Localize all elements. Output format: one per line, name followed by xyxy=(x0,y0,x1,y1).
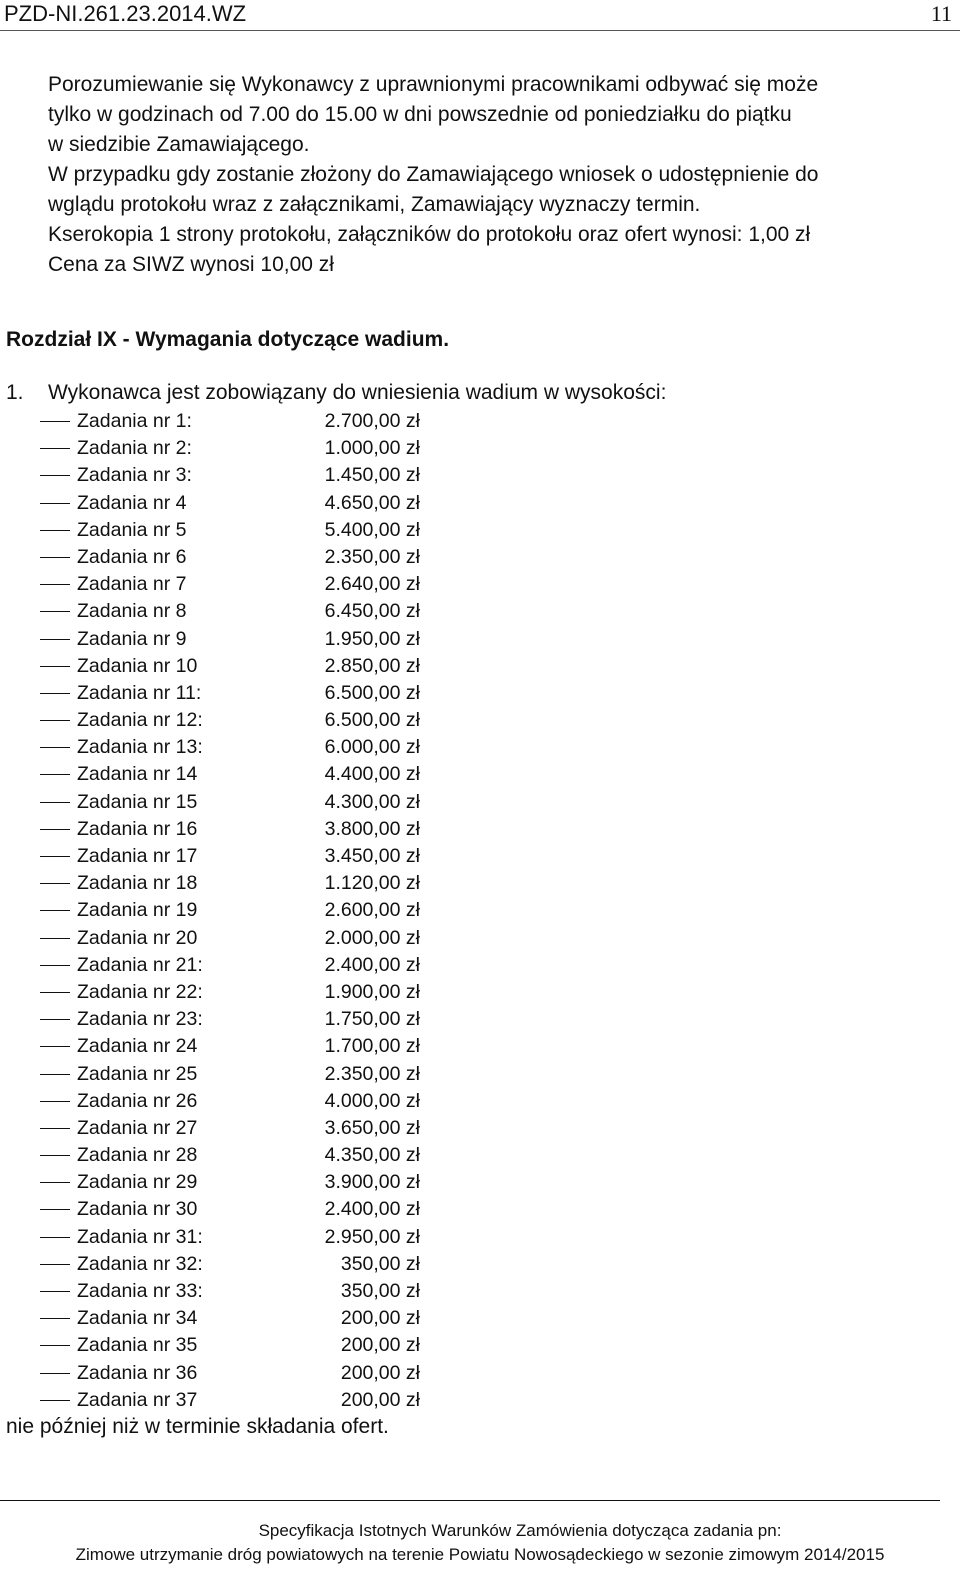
dash-bullet-icon xyxy=(40,1373,70,1374)
task-label: Zadania nr 13: xyxy=(77,736,203,759)
task-amount: 1.120,00 zł xyxy=(324,872,420,895)
task-label: Zadania nr 14 xyxy=(77,763,198,786)
task-label: Zadania nr 26 xyxy=(77,1089,198,1112)
intro-paragraph xyxy=(48,70,958,280)
dash-bullet-icon xyxy=(40,1237,70,1238)
task-amount: 200,00 zł xyxy=(340,1307,420,1330)
closing-text: nie później niż w terminie składania ofert. xyxy=(6,1415,389,1438)
dash-bullet-icon xyxy=(40,693,70,694)
task-label: Zadania nr 24 xyxy=(77,1035,198,1058)
list-item xyxy=(40,462,540,489)
task-amount: 6.500,00 zł xyxy=(324,709,420,732)
dash-bullet-icon xyxy=(40,530,70,531)
intro-line: Cena za SIWZ wynosi 10,00 zł xyxy=(48,253,334,276)
task-amount: 2.640,00 zł xyxy=(324,573,420,596)
task-label: Zadania nr 36 xyxy=(77,1361,198,1384)
dash-bullet-icon xyxy=(40,1264,70,1265)
task-amount: 6.450,00 zł xyxy=(324,600,420,623)
task-amount: 350,00 zł xyxy=(340,1280,420,1302)
list-item xyxy=(40,952,540,979)
task-amount: 2.350,00 zł xyxy=(324,1062,420,1085)
item-text: Wykonawca jest zobowiązany do wniesienia wadium w wysokości: xyxy=(48,381,667,404)
task-label: Zadania nr 31: xyxy=(77,1225,203,1248)
numbered-item xyxy=(6,378,666,408)
task-amount: 1.700,00 zł xyxy=(324,1035,420,1058)
task-label: Zadania nr 2: xyxy=(77,437,192,460)
task-label: Zadania nr 3: xyxy=(77,464,192,487)
list-item xyxy=(40,1387,540,1414)
task-amount: 4.000,00 zł xyxy=(324,1089,420,1112)
footer-line-1: Specyfikacja Istotnych Warunków Zamówienia dotycząca zadania pn: xyxy=(258,1521,782,1540)
task-label: Zadania nr 16 xyxy=(77,817,198,840)
task-amount: 2.600,00 zł xyxy=(324,899,420,922)
task-amount: 4.400,00 zł xyxy=(324,763,420,786)
dash-bullet-icon xyxy=(40,720,70,721)
task-amount: 1.450,00 zł xyxy=(324,464,420,487)
list-item xyxy=(40,1305,540,1332)
dash-bullet-icon xyxy=(40,1182,70,1183)
dash-bullet-icon xyxy=(40,1074,70,1075)
task-amount: 2.850,00 zł xyxy=(324,654,420,677)
task-amount: 2.000,00 zł xyxy=(324,926,420,949)
list-item xyxy=(40,653,540,680)
task-amount: 1.750,00 zł xyxy=(324,1008,420,1031)
task-amount: 200,00 zł xyxy=(340,1388,420,1411)
dash-bullet-icon xyxy=(40,992,70,993)
footer xyxy=(0,1519,960,1567)
task-label: Zadania nr 5 xyxy=(77,518,187,541)
intro-line: w siedzibie Zamawiającego. xyxy=(48,133,310,156)
list-item xyxy=(40,761,540,788)
task-label: Zadania nr 22: xyxy=(77,980,203,1003)
list-item xyxy=(40,490,540,517)
dash-bullet-icon xyxy=(40,557,70,558)
dash-bullet-icon xyxy=(40,611,70,612)
task-amount: 3.450,00 zł xyxy=(324,845,420,867)
task-amount: 1.000,00 zł xyxy=(324,437,420,460)
task-label: Zadania nr 12: xyxy=(77,709,203,732)
list-item xyxy=(40,1332,540,1359)
task-amount: 2.950,00 zł xyxy=(324,1225,420,1248)
list-item xyxy=(40,680,540,707)
task-label: Zadania nr 18 xyxy=(77,872,198,895)
task-label: Zadania nr 28 xyxy=(77,1144,198,1167)
task-label: Zadania nr 23: xyxy=(77,1008,203,1031)
intro-line: Porozumiewanie się Wykonawcy z uprawnionymi pracownikami odbywać się może xyxy=(48,73,819,96)
list-item xyxy=(40,1224,540,1251)
list-item xyxy=(40,1033,540,1060)
task-label: Zadania nr 30 xyxy=(77,1198,198,1221)
section-heading: Rozdział IX - Wymagania dotyczące wadium. xyxy=(6,328,450,351)
list-item xyxy=(40,435,540,462)
dash-bullet-icon xyxy=(40,747,70,748)
list-item xyxy=(40,1169,540,1196)
task-label: Zadania nr 8 xyxy=(77,600,187,623)
task-label: Zadania nr 4 xyxy=(77,491,187,514)
task-amount: 4.350,00 zł xyxy=(324,1144,420,1167)
list-item xyxy=(40,1006,540,1033)
task-amount: 2.700,00 zł xyxy=(324,410,420,432)
dash-bullet-icon xyxy=(40,910,70,911)
task-label: Zadania nr 9 xyxy=(77,627,187,650)
list-item xyxy=(40,571,540,598)
task-label: Zadania nr 27 xyxy=(77,1116,198,1139)
document-reference: PZD-NI.261.23.2014.WZ xyxy=(4,1,247,26)
dash-bullet-icon xyxy=(40,1291,70,1292)
intro-line: wglądu protokołu wraz z załącznikami, Zamawiający wyznaczy termin. xyxy=(48,193,701,216)
task-amount: 6.500,00 zł xyxy=(324,681,420,704)
list-item xyxy=(40,925,540,952)
task-label: Zadania nr 7 xyxy=(77,573,187,596)
list-item xyxy=(40,707,540,734)
dash-bullet-icon xyxy=(40,503,70,504)
task-label: Zadania nr 19 xyxy=(77,899,198,922)
header-divider xyxy=(0,30,960,31)
dash-bullet-icon xyxy=(40,639,70,640)
dash-bullet-icon xyxy=(40,1128,70,1129)
dash-bullet-icon xyxy=(40,448,70,449)
task-label: Zadania nr 6 xyxy=(77,545,187,568)
dash-bullet-icon xyxy=(40,1345,70,1346)
task-amount: 4.300,00 zł xyxy=(324,790,420,813)
dash-bullet-icon xyxy=(40,1318,70,1319)
dash-bullet-icon xyxy=(40,802,70,803)
task-amount: 200,00 zł xyxy=(340,1334,420,1357)
dash-bullet-icon xyxy=(40,1209,70,1210)
item-number: 1. xyxy=(6,381,24,404)
task-amount: 6.000,00 zł xyxy=(324,736,420,759)
dash-bullet-icon xyxy=(40,774,70,775)
dash-bullet-icon xyxy=(40,1400,70,1401)
list-item xyxy=(40,1142,540,1169)
list-item xyxy=(40,843,540,870)
dash-bullet-icon xyxy=(40,1019,70,1020)
dash-bullet-icon xyxy=(40,1101,70,1102)
task-label: Zadania nr 29 xyxy=(77,1171,198,1194)
task-label: Zadania nr 15 xyxy=(77,790,198,813)
list-item xyxy=(40,789,540,816)
list-item xyxy=(40,816,540,843)
list-item xyxy=(40,626,540,653)
list-item xyxy=(40,1115,540,1142)
task-label: Zadania nr 1: xyxy=(77,410,192,432)
task-label: Zadania nr 25 xyxy=(77,1062,198,1085)
task-amount: 3.900,00 zł xyxy=(324,1171,420,1194)
task-amount: 3.650,00 zł xyxy=(324,1116,420,1139)
list-item xyxy=(40,1360,540,1387)
task-label: Zadania nr 11: xyxy=(77,681,202,704)
list-item xyxy=(40,544,540,571)
intro-line: W przypadku gdy zostanie złożony do Zamawiającego wniosek o udostępnienie do xyxy=(48,163,819,186)
dash-bullet-icon xyxy=(40,883,70,884)
task-label: Zadania nr 20 xyxy=(77,926,198,949)
task-label: Zadania nr 32: xyxy=(77,1252,203,1275)
list-item xyxy=(40,979,540,1006)
dash-bullet-icon xyxy=(40,829,70,830)
task-amount: 200,00 zł xyxy=(340,1361,420,1384)
wadium-list xyxy=(40,408,540,1414)
dash-bullet-icon xyxy=(40,1046,70,1047)
task-amount: 2.400,00 zł xyxy=(324,953,420,976)
dash-bullet-icon xyxy=(40,666,70,667)
task-amount: 1.950,00 zł xyxy=(324,627,420,650)
list-item xyxy=(40,408,540,435)
task-amount: 350,00 zł xyxy=(340,1252,420,1275)
list-item xyxy=(40,1061,540,1088)
dash-bullet-icon xyxy=(40,584,70,585)
footer-line-2: Zimowe utrzymanie dróg powiatowych na terenie Powiatu Nowosądeckiego w sezonie zimowym 2014/2015 xyxy=(75,1545,885,1564)
list-item xyxy=(40,1278,540,1305)
task-amount: 5.400,00 zł xyxy=(324,518,420,541)
task-amount: 2.400,00 zł xyxy=(324,1198,420,1221)
footer-divider xyxy=(0,1500,940,1501)
list-item xyxy=(40,517,540,544)
task-label: Zadania nr 21: xyxy=(77,953,203,976)
dash-bullet-icon xyxy=(40,475,70,476)
task-label: Zadania nr 33: xyxy=(77,1280,203,1302)
task-label: Zadania nr 17 xyxy=(77,845,198,867)
dash-bullet-icon xyxy=(40,421,70,422)
dash-bullet-icon xyxy=(40,856,70,857)
dash-bullet-icon xyxy=(40,965,70,966)
page-number: 11 xyxy=(930,1,952,26)
dash-bullet-icon xyxy=(40,938,70,939)
task-amount: 1.900,00 zł xyxy=(324,980,420,1003)
list-item xyxy=(40,598,540,625)
task-label: Zadania nr 10 xyxy=(77,654,198,677)
intro-line: Kserokopia 1 strony protokołu, załączników do protokołu oraz ofert wynosi: 1,00 zł xyxy=(48,223,811,246)
task-label: Zadania nr 37 xyxy=(77,1388,198,1411)
list-item xyxy=(40,870,540,897)
list-item xyxy=(40,734,540,761)
list-item xyxy=(40,1088,540,1115)
task-amount: 3.800,00 zł xyxy=(324,817,420,840)
task-label: Zadania nr 34 xyxy=(77,1307,198,1330)
task-amount: 2.350,00 zł xyxy=(324,545,420,568)
intro-line: tylko w godzinach od 7.00 do 15.00 w dni powszednie od poniedziałku do piątku xyxy=(48,103,792,126)
dash-bullet-icon xyxy=(40,1155,70,1156)
task-amount: 4.650,00 zł xyxy=(324,491,420,514)
list-item xyxy=(40,897,540,924)
list-item xyxy=(40,1251,540,1278)
task-label: Zadania nr 35 xyxy=(77,1334,198,1357)
list-item xyxy=(40,1196,540,1223)
